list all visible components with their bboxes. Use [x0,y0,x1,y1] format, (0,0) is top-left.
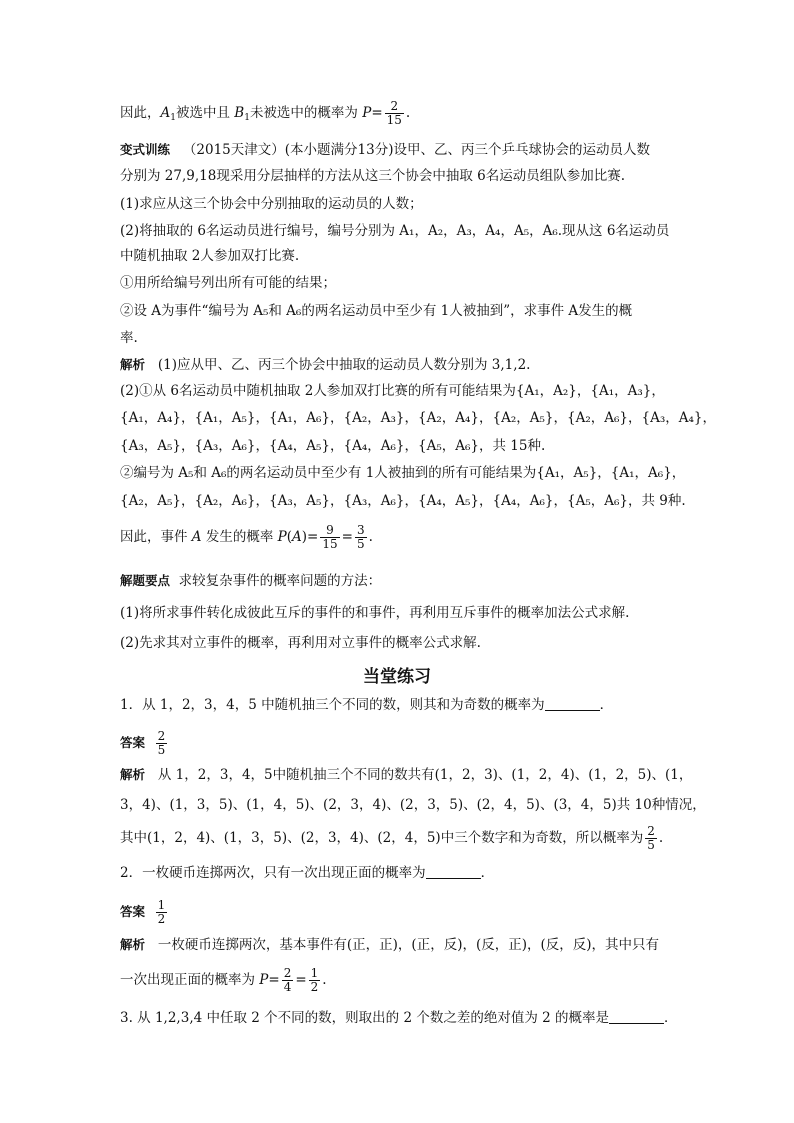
text-line: ②编号为 A₅和 A₆的两名运动员中至少有 1人被抽到的所有可能结果为{A₁，A₅}，{A₁，A₆}， [120,465,686,481]
text-line: {A₃，A₅}，{A₃，A₆}，{A₄，A₅}，{A₄，A₆}，{A₅，A₆}，共 15种. [120,438,546,454]
label-bianshi: 变式训练 [120,142,171,157]
text-line: 变式训练 （2015天津文）(本小题满分13分)设甲、乙、丙三个乒乓球协会的运动员人数 [120,142,650,158]
answer-blank [545,696,600,711]
text-line: ②设 A为事件“编号为 A₅和 A₆的两名运动员中至少有 1人被抽到”，求事件 A发生的概 [120,303,633,319]
text-line: 解题要点 求较复杂事件的概率问题的方法： [120,573,382,589]
label-jiexi: 解析 [120,767,146,782]
text-line: 因此，事件 A 发生的概率 P(A)= $\frac{9}{15}$ = $\frac{3}{5}$ . [120,523,373,551]
text-line: 分别为 27,9,18现采用分层抽样的方法从这三个协会中抽取 6名运动员组队参加比赛. [120,168,625,184]
answer-blank [609,1009,664,1024]
answer-blank [426,864,481,879]
fraction: $\frac{2}{5}$ [157,729,166,757]
fraction: $\frac{9}{15}$ [322,523,338,551]
label-answer: 答案 [120,904,146,919]
text-line: 因此，$A_1$被选中且 $B_1$未被选中的概率为 P= $\frac{2}{15}$ . [120,99,411,127]
text-line: (2)先求其对立事件的概率，再利用对立事件的概率公式求解. [120,635,481,651]
text-line: 率. [120,330,138,346]
fraction: $\frac{1}{2}$ [157,898,166,926]
label-yaodian: 解题要点 [120,573,171,588]
text-line: {A₁，A₄}，{A₁，A₅}，{A₁，A₆}，{A₂，A₃}，{A₂，A₄}，{A₂，A₅}，{A₂，A₆}，{A₃，A₄}， [120,410,717,426]
text-line: ①用所给编号列出所有可能的结果； [120,275,336,291]
text-line: (2)将抽取的 6名运动员进行编号，编号分别为 A₁，A₂，A₃，A₄，A₅，A₆.现从这 6名运动员 [120,223,670,239]
answer-1 [120,730,169,757]
text-line: (1)将所求事件转化成彼此互斥的事件的和事件，再利用互斥事件的概率加法公式求解. [120,605,630,621]
text-line: (1)求应从这三个协会中分别抽取的运动员的人数； [120,196,423,212]
fraction: $\frac{1}{2}$ [310,966,319,994]
question-2: 2．一枚硬币连掷两次，只有一次出现正面的概率为 ． [120,865,495,881]
text-line: 3，4)、(1，3，5)、(1，4，5)、(2，3，4)、(2，3，5)、(2，4，5)、(3，4，5)共 10种情况， [120,797,706,813]
answer-2 [120,899,169,926]
question-3: 3. 从 1,2,3,4 中任取 2 个不同的数，则取出的 2 个数之差的绝对值为 2 的概率是 ． [120,1010,678,1026]
text-line: 解析 从 1，2，3，4，5中随机抽三个不同的数共有(1，2，3)、(1，2，4)、(1，2，5)、(1， [120,767,693,783]
label-jiexi: 解析 [120,357,146,372]
fraction: $\frac{2}{5}$ [647,824,655,852]
text-line: 中随机抽取 2人参加双打比赛. [120,248,300,264]
question-1: 1．从 1，2，3，4，5 中随机抽三个不同的数，则其和为奇数的概率为 ． [120,697,614,713]
fraction: $\frac{2}{15}$ [386,99,402,127]
text-line: 解析 (1)应从甲、乙、丙三个协会中抽取的运动员人数分别为 3,1,2. [120,357,531,373]
text-line: 其中(1，2，4)、(1，3，5)、(2，3，4)、(2，4，5)中三个数字和为奇数，所以概率为 $\frac{2}{5}$ . [120,824,664,852]
label-answer: 答案 [120,735,146,750]
fraction: $\frac{3}{5}$ [356,523,365,551]
text-line: 解析 一枚硬币连掷两次，基本事件有(正，正)，(正，反)，(反，正)，(反，反)，其中只有 [120,937,660,953]
text-line: (2)①从 6名运动员中随机抽取 2人参加双打比赛的所有可能结果为{A₁，A₂}，{A₁，A₃}， [120,383,665,399]
text-line: 一次出现正面的概率为 P= $\frac{2}{4}$ = $\frac{1}{2}$ . [120,966,327,994]
section-title: 当堂练习 [363,667,431,687]
fraction: $\frac{2}{4}$ [283,966,292,994]
label-jiexi: 解析 [120,937,146,952]
text-line: {A₂，A₅}，{A₂，A₆}，{A₃，A₅}，{A₃，A₆}，{A₄，A₅}，{A₄，A₆}，{A₅，A₆}，共 9种. [120,493,686,509]
